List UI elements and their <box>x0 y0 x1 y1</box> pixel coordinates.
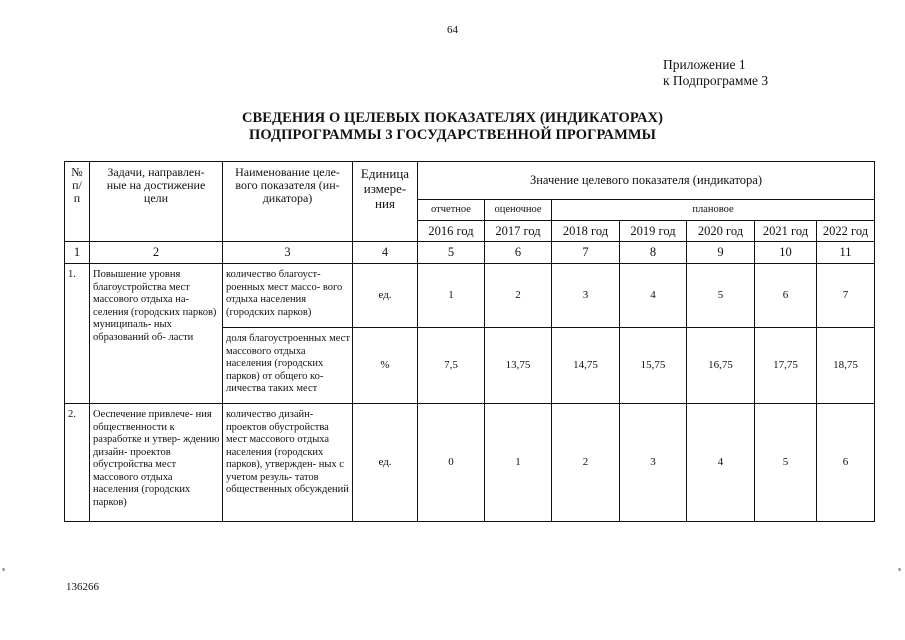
value-cell: 0 <box>418 404 485 522</box>
value-cell: 6 <box>817 404 875 522</box>
value-cell: 6 <box>755 264 817 328</box>
value-cell: 1 <box>485 404 552 522</box>
scan-mark <box>2 568 5 571</box>
unit-cell: ед. <box>353 404 418 522</box>
column-number: 9 <box>687 242 755 264</box>
value-cell: 5 <box>687 264 755 328</box>
year-cell: 2022 год <box>817 221 875 242</box>
value-cell: 1 <box>418 264 485 328</box>
indicator-name: доля благоустроенных мест массового отдыха населения (городских парков) от общего ко- личества таких мест <box>223 328 353 404</box>
indicator-name: количество благоуст- роенных мест массо- вого отдыха населения (городских парков) <box>223 264 353 328</box>
column-number: 1 <box>65 242 90 264</box>
value-cell: 17,75 <box>755 328 817 404</box>
value-cell: 4 <box>687 404 755 522</box>
header-unit: Единица измере- ния <box>353 162 418 242</box>
value-cell: 3 <box>552 264 620 328</box>
value-cell: 7 <box>817 264 875 328</box>
indicators-table <box>64 161 875 522</box>
unit-cell: % <box>353 328 418 404</box>
column-number: 2 <box>90 242 223 264</box>
value-cell: 2 <box>552 404 620 522</box>
value-cell: 4 <box>620 264 687 328</box>
scan-mark <box>898 568 901 571</box>
year-cell: 2018 год <box>552 221 620 242</box>
document-code: 136266 <box>66 581 99 593</box>
header-value: Значение целевого показателя (индикатора) <box>418 162 875 200</box>
header-planned: плановое <box>552 200 875 221</box>
value-cell: 7,5 <box>418 328 485 404</box>
indicator-name: количество дизайн- проектов обустройства мест массового отдыха населения (городских парков), утвержден- ных с учетом резуль- татов общественных обсуждений <box>223 404 353 522</box>
column-number: 8 <box>620 242 687 264</box>
year-cell: 2017 год <box>485 221 552 242</box>
appendix-line-1: Приложение 1 <box>663 57 746 72</box>
title-line-1: СВЕДЕНИЯ О ЦЕЛЕВЫХ ПОКАЗАТЕЛЯХ (ИНДИКАТОРАХ) <box>241 110 664 126</box>
value-cell: 2 <box>485 264 552 328</box>
header-task: Задачи, направлен- ные на достижение цели <box>90 162 223 242</box>
appendix-caption <box>663 57 768 89</box>
value-cell: 5 <box>755 404 817 522</box>
value-cell: 14,75 <box>552 328 620 404</box>
row-number: 1. <box>65 264 90 404</box>
unit-cell: ед. <box>353 264 418 328</box>
header-estimated: оценочное <box>485 200 552 221</box>
appendix-line-2: к Подпрограмме 3 <box>663 73 769 88</box>
column-number: 3 <box>223 242 353 264</box>
year-cell: 2021 год <box>755 221 817 242</box>
column-number: 11 <box>817 242 875 264</box>
year-cell: 2016 год <box>418 221 485 242</box>
column-number: 7 <box>552 242 620 264</box>
title-line-2: ПОДПРОГРАММЫ 3 ГОСУДАРСТВЕННОЙ ПРОГРАММЫ <box>248 127 657 143</box>
row-number: 2. <box>65 404 90 522</box>
value-cell: 18,75 <box>817 328 875 404</box>
year-cell: 2020 год <box>687 221 755 242</box>
task-text: Оеспечение привлече- ния общественности к разработке и утвер- ждению дизайн- проектов обустройства мест массового отдыха населения (городских парков) <box>90 404 223 522</box>
year-cell: 2019 год <box>620 221 687 242</box>
column-number: 5 <box>418 242 485 264</box>
value-cell: 3 <box>620 404 687 522</box>
header-no: № п/ п <box>65 162 90 242</box>
value-cell: 13,75 <box>485 328 552 404</box>
value-cell: 16,75 <box>687 328 755 404</box>
column-number: 4 <box>353 242 418 264</box>
value-cell: 15,75 <box>620 328 687 404</box>
column-number: 6 <box>485 242 552 264</box>
task-text: Повышение уровня благоустройства мест массового отдыха на- селения (городских парков) муниципаль- ных образований об- ласти <box>90 264 223 404</box>
page-number: 64 <box>447 24 458 36</box>
header-reporting: отчетное <box>418 200 485 221</box>
document-title <box>0 110 905 144</box>
header-indicator: Наименование целе- вого показателя (ин- дикатора) <box>223 162 353 242</box>
column-number: 10 <box>755 242 817 264</box>
